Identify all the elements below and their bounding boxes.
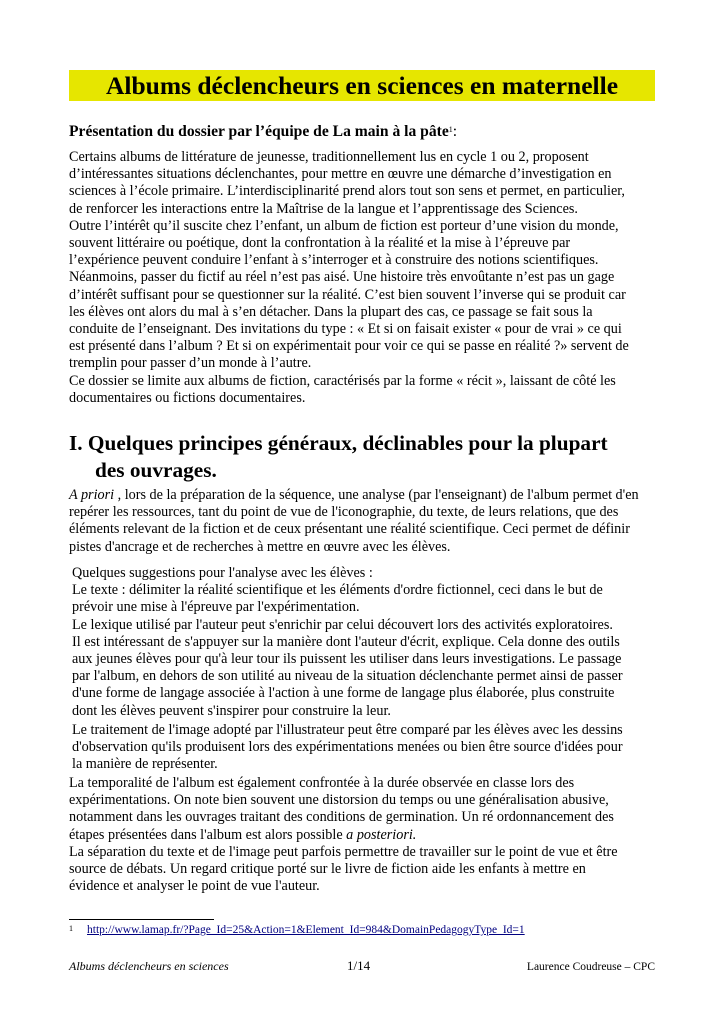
- text-line: Il est intéressant de s'appuyer sur la manière dont l'auteur d'écrit, explique. Cela donne des outils: [72, 633, 620, 650]
- text-line: souvent littéraire ou poétique, dont la confrontation à la réalité et la mise à l’épreuve par: [69, 235, 571, 252]
- text-line: d'une forme de langage associée à l'action à une forme de langage plus élaborée, plus construite: [72, 685, 615, 702]
- text-line: éléments relevant de la fiction et de ceux présentant une réalité scientifique. Ceci permet de définir: [69, 521, 630, 538]
- footnote-reference[interactable]: 1: [448, 125, 453, 134]
- text-line: Quelques suggestions pour l'analyse avec les élèves :: [72, 565, 373, 581]
- dossier-subtitle: [69, 123, 457, 141]
- a-priori-paragraph: [69, 487, 669, 556]
- text-line: pistes d'ancrage et de recherches à mettre en œuvre avec les élèves.: [69, 538, 451, 555]
- text-line: documentaires ou fictions documentaires.: [69, 389, 306, 406]
- text-line: prévoir une mise à l'épreuve par l'expérimentation.: [72, 599, 360, 616]
- italic-text: A priori: [69, 487, 115, 503]
- text-line: [69, 487, 669, 504]
- text-line: d'observation qu'ils produisent lors des expérimentations menées ou bien être source d'idées pour: [72, 739, 623, 756]
- section-heading-line-1: I. Quelques principes généraux, déclinables pour la plupart: [69, 431, 608, 455]
- text-line: aux jeunes élèves pour qu'à leur tour ils puissent les utiliser dans leurs investigations. Le passage: [72, 651, 622, 668]
- text-line: Le texte : délimiter la réalité scientifique et les éléments d'ordre fictionnel, ceci dans le but de: [72, 582, 603, 599]
- text-line: par l'album, en dehors de son utilité au niveau de la situation déclenchante permet ainsi de passer: [72, 668, 623, 685]
- temporal-paragraph: [69, 775, 669, 895]
- text-line: [69, 827, 669, 844]
- text-span: , lors de la préparation de la séquence, une analyse (par l'enseignant) de l'album permet d'en: [114, 487, 639, 503]
- text-line: évidence et analyser le point de vue l'auteur.: [69, 878, 320, 895]
- text-span: étapes présentées dans l'album est alors possible: [69, 826, 347, 843]
- footnote: [69, 924, 525, 936]
- text-line: Outre l’intérêt qu’il suscite chez l’enfant, un album de fiction est porteur d’une vision du monde,: [69, 217, 619, 234]
- text-line: Le lexique utilisé par l'auteur peut s'enrichir par celui découvert lors des activités exploratoires.: [72, 616, 613, 633]
- italic-text: a posteriori.: [346, 826, 417, 843]
- text-line: de renforcer les interactions entre la Maîtrise de la langue et l’apprentissage des Sciences.: [69, 200, 578, 217]
- text-line: est présenté dans l’album ? Et si on expérimentait pour voir ce qui se passe en réalité ?» servent de: [69, 338, 629, 355]
- text-line: La séparation du texte et de l'image peut parfois permettre de travailler sur le point de vue et être: [69, 843, 618, 860]
- text-line: repérer les ressources, tant du point de vue de l'iconographie, du texte, de leurs relations, que des: [69, 504, 619, 521]
- text-line: Ce dossier se limite aux albums de fiction, caractérisés par la forme « récit », laissant de côté les: [69, 372, 616, 389]
- footnote-separator: [69, 919, 214, 920]
- text-line: La temporalité de l'album est également confrontée à la durée observée en classe lors des: [69, 775, 575, 791]
- footer-page-number: 1/14: [347, 958, 371, 973]
- title-banner: [69, 70, 655, 101]
- footnote-link[interactable]: http://www.lamap.fr/?Page_Id=25&Action=1&Element_Id=984&DomainPedagogyType_Id=1: [87, 924, 525, 936]
- suggestions-paragraph: [72, 565, 672, 720]
- intro-paragraphs: [69, 149, 669, 407]
- text-line: sciences à l’école primaire. L’interdisciplinarité prend alors tout son sens et permet, en particulier,: [69, 183, 625, 200]
- text-line: source de débats. Un regard critique porté sur le livre de fiction aide les enfants à mettre en: [69, 861, 586, 878]
- text-line: la manière de représenter.: [72, 756, 218, 773]
- text-line: conduite de l’enseignant. Des invitations du type : « Et si on faisait exister « pour de vrai » ce qui: [69, 321, 622, 338]
- text-line: d’intéressantes situations déclenchantes, pour mettre en œuvre une démarche d’investigation en: [69, 166, 612, 183]
- image-paragraph: [72, 722, 672, 774]
- text-line: l’expérience peuvent conduire l’enfant à s’interroger et à construire des notions scientifiques.: [69, 252, 599, 269]
- text-line: notamment dans les ouvrages traitant des conditions de germination. Un ré ordonnancement des: [69, 809, 614, 826]
- footer-document-title: Albums déclencheurs en sciences: [69, 959, 229, 973]
- footer-author: Laurence Coudreuse – CPC: [526, 961, 655, 973]
- text-line: Certains albums de littérature de jeunesse, traditionnellement lus en cycle 1 ou 2, proposent: [69, 149, 589, 165]
- subtitle-text: Présentation du dossier par l’équipe de La main à la pâte: [69, 123, 449, 140]
- text-line: Le traitement de l'image adopté par l'illustrateur peut être comparé par les élèves avec les dessins: [72, 722, 623, 738]
- text-line: expérimentations. On note bien souvent une distorsion du temps ou une généralisation abusive,: [69, 792, 609, 809]
- text-line: d’intérêt suffisant pour se questionner sur la réalité. C’est bien souvent l’inverse qui se produit car: [69, 286, 626, 303]
- text-line: les élèves ont alors du mal à s’en détacher. Dans la plupart des cas, ce passage se fait sous la: [69, 303, 593, 320]
- section-heading-line-2: des ouvrages.: [95, 458, 217, 482]
- footnote-number: 1: [69, 924, 73, 933]
- text-line: dont les élèves peuvent s'inspirer pour construire la leur.: [72, 702, 391, 719]
- page-title: Albums déclencheurs en sciences en maternelle: [105, 71, 619, 100]
- section-heading: [69, 430, 608, 484]
- text-line: tremplin pour passer d’un monde à l’autre.: [69, 355, 312, 372]
- subtitle-colon: :: [452, 123, 458, 140]
- text-line: Néanmoins, passer du fictif au réel n’est pas aisé. Une histoire très envoûtante n’est pas un gage: [69, 269, 615, 286]
